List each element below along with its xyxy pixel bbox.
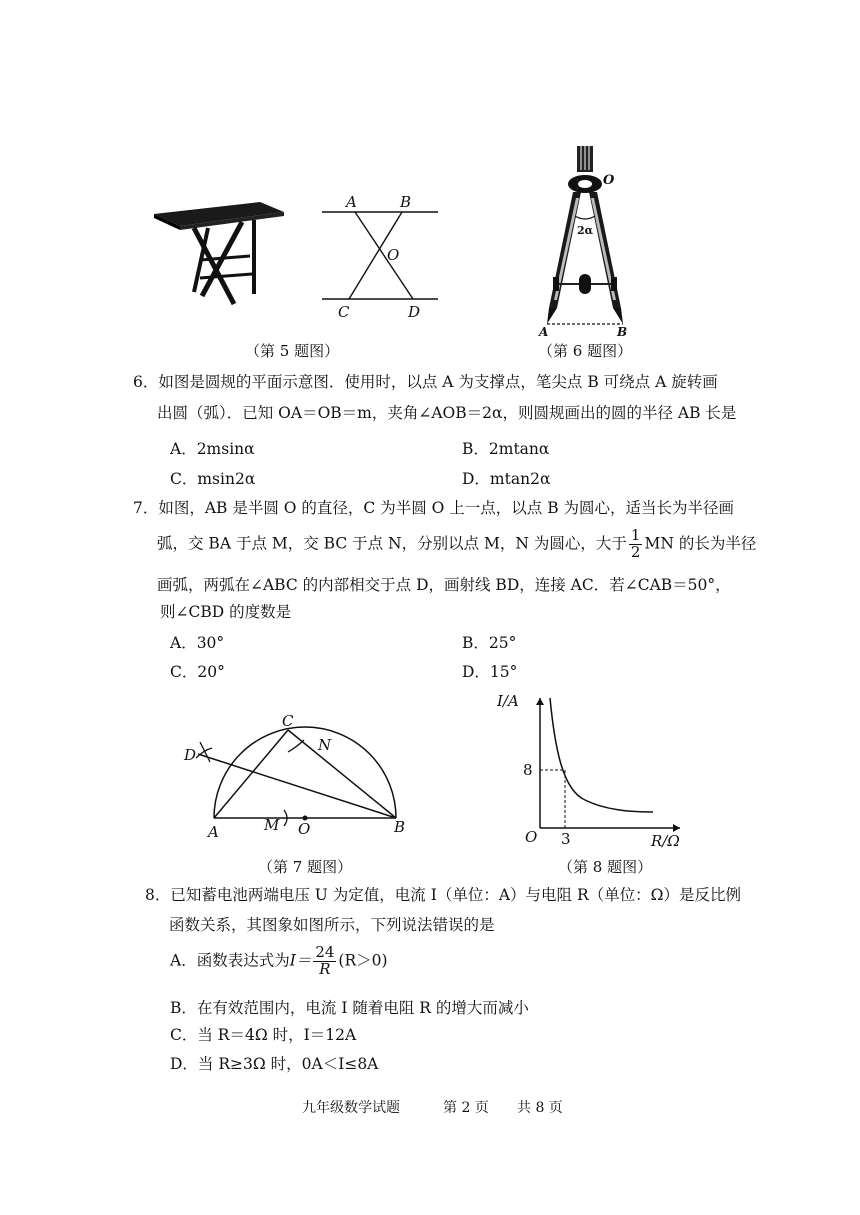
fig5-label-o: O (387, 246, 400, 264)
q6-option-d: D．mtan2α (462, 470, 551, 488)
q8-option-a-suffix: (R＞0) (338, 951, 388, 970)
folding-table-figure (150, 200, 290, 310)
q7-line4: 则∠CBD 的度数是 (160, 603, 292, 621)
fig6-label-a: A (539, 325, 549, 339)
footer-page: 第 2 页 (443, 1100, 489, 1116)
footer-total: 共 8 页 (517, 1100, 563, 1116)
q7-line3: 画弧，两弧在∠ABC 的内部相交于点 D，画射线 BD，连接 AC．若∠CAB＝50°， (157, 576, 731, 594)
q7-line2-post: MN 的长为半径 (644, 534, 757, 553)
q7-option-a: A．30° (170, 634, 225, 652)
q7-option-c: C．20° (170, 663, 225, 681)
fig7-label-o: O (298, 820, 311, 838)
fig7-label-d: D (184, 746, 197, 764)
fig8-caption: （第 8 题图） (558, 858, 653, 876)
fig5-label-c: C (338, 303, 350, 321)
q8-option-c: C．当 R＝4Ω 时，I＝12A (170, 1026, 357, 1044)
fig8-origin-label: O (525, 828, 538, 846)
q7-option-b: B．25° (462, 634, 517, 652)
q7-frac-num: 1 (630, 526, 641, 544)
fig7-label-b: B (394, 818, 406, 836)
fig8-graph (495, 690, 690, 855)
fig7-label-n: N (318, 736, 332, 754)
q7-line2-pre: 弧，交 BA 于点 M，交 BC 于点 N，分别以点 M，N 为圆心，大于 (157, 534, 627, 553)
q7-line2 (157, 528, 756, 561)
q6-line2: 出圆（弧）．已知 OA＝OB＝m，夹角∠AOB＝2α，则圆规画出的圆的半径 AB 长是 (157, 404, 737, 422)
fig8-x-tick-3: 3 (561, 830, 571, 848)
q6-option-a: A．2msinα (170, 440, 255, 458)
q6-line1: 6．如图是圆规的平面示意图．使用时，以点 A 为支撑点，笔尖点 B 可绕点 A 旋转画 (133, 373, 718, 391)
footer-title: 九年级数学试题 (302, 1100, 400, 1116)
fig5-caption: （第 5 题图） (245, 342, 340, 360)
fig6-angle-label: 2α (577, 224, 594, 237)
q8-option-d: D．当 R≥3Ω 时，0A＜I≤8A (170, 1055, 379, 1073)
q8-option-b: B．在有效范围内，电流 I 随着电阻 R 的增大而减小 (170, 999, 529, 1017)
fig7-label-a: A (208, 823, 219, 841)
q8-frac-den: R (319, 959, 331, 978)
fig7-semicircle-diagram (180, 710, 420, 840)
fig6-label-o: O (603, 173, 615, 188)
q8-option-a (170, 945, 388, 978)
fig6-caption: （第 6 题图） (538, 342, 633, 360)
q8-line1: 8．已知蓄电池两端电压 U 为定值，电流 I（单位：A）与电阻 R（单位：Ω）是反比例 (145, 886, 741, 904)
q8-option-a-lhs: I＝ (289, 951, 312, 970)
q7-line1: 7．如图，AB 是半圆 O 的直径，C 为半圆 O 上一点，以点 B 为圆心，适当长为半径画 (133, 499, 735, 517)
fig8-y-axis-label: I/A (497, 692, 519, 710)
fig7-label-m: M (264, 816, 280, 834)
fig7-label-c: C (282, 712, 294, 730)
q8-line2: 函数关系，其图象如图所示，下列说法错误的是 (169, 916, 495, 934)
q8-option-a-prefix: A．函数表达式为 (170, 951, 290, 970)
fig8-y-tick-8: 8 (523, 761, 533, 779)
fig5-x-diagram (318, 190, 443, 325)
q7-fraction (629, 528, 643, 561)
q8-frac-num: 24 (315, 943, 335, 961)
q8-option-a-fraction (313, 945, 336, 978)
q6-option-b: B．2mtanα (462, 440, 550, 458)
fig5-label-b: B (400, 193, 412, 211)
fig8-x-axis-label: R/Ω (651, 832, 680, 850)
fig5-label-a: A (346, 193, 357, 211)
q7-option-d: D．15° (462, 663, 518, 681)
q7-frac-den: 2 (630, 542, 641, 561)
q6-option-c: C．msin2α (170, 470, 256, 488)
fig5-label-d: D (408, 303, 421, 321)
fig7-caption: （第 7 题图） (258, 858, 353, 876)
compass-figure (535, 140, 635, 338)
fig6-label-b: B (617, 325, 628, 339)
